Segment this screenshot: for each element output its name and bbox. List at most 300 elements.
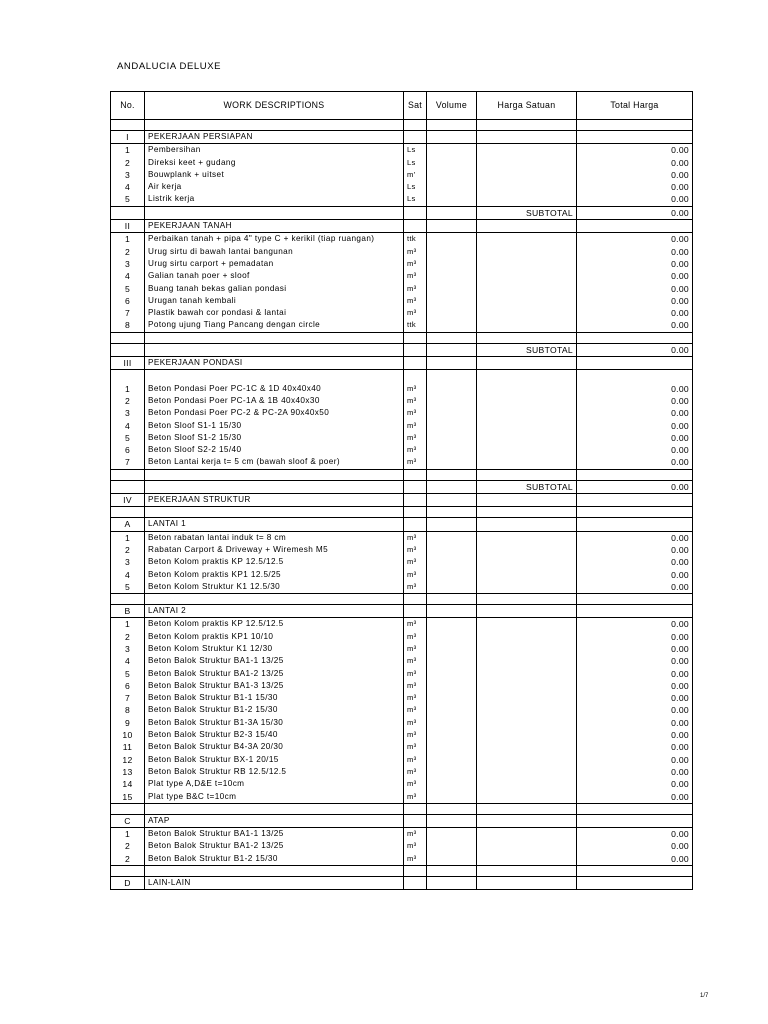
table-row — [111, 307, 693, 319]
item-harga-satuan — [477, 778, 577, 790]
table-row — [111, 853, 693, 866]
item-unit: m³ — [404, 840, 427, 852]
table-row — [111, 181, 693, 193]
item-unit: m³ — [404, 704, 427, 716]
item-description: Beton Kolom praktis KP 12.5/12.5 — [145, 618, 404, 631]
item-harga-satuan — [477, 420, 577, 432]
section-title: LANTAI 2 — [145, 605, 404, 618]
cell-volume — [427, 866, 477, 877]
item-description: Beton Sloof S1-2 15/30 — [145, 432, 404, 444]
item-total-harga: 0.00 — [577, 258, 693, 270]
item-description: Potong ujung Tiang Pancang dengan circle — [145, 319, 404, 332]
item-harga-satuan — [477, 853, 577, 866]
spacer-row — [111, 803, 693, 814]
section-number: II — [111, 220, 145, 233]
cell-no — [111, 469, 145, 480]
item-volume — [427, 853, 477, 866]
section-header-row — [111, 220, 693, 233]
cell-volume — [427, 605, 477, 618]
cell-harga-satuan — [477, 877, 577, 890]
item-total-harga: 0.00 — [577, 383, 693, 395]
section-header-row — [111, 494, 693, 507]
item-volume — [427, 169, 477, 181]
item-harga-satuan — [477, 556, 577, 568]
cell-sat — [404, 480, 427, 493]
table-row — [111, 766, 693, 778]
item-harga-satuan — [477, 840, 577, 852]
item-total-harga: 0.00 — [577, 246, 693, 258]
item-volume — [427, 717, 477, 729]
item-total-harga: 0.00 — [577, 233, 693, 246]
cell-harga-satuan — [477, 357, 577, 370]
item-total-harga: 0.00 — [577, 569, 693, 581]
item-number: 8 — [111, 704, 145, 716]
item-number: 4 — [111, 569, 145, 581]
cell-sat — [404, 131, 427, 144]
item-unit: m³ — [404, 680, 427, 692]
spacer-row — [111, 332, 693, 343]
item-harga-satuan — [477, 407, 577, 419]
cell-harga-satuan — [477, 494, 577, 507]
item-unit: m³ — [404, 383, 427, 395]
subtotal-amount: 0.00 — [577, 343, 693, 356]
item-volume — [427, 840, 477, 852]
item-total-harga: 0.00 — [577, 643, 693, 655]
table-row — [111, 407, 693, 419]
cell-no — [111, 480, 145, 493]
cell-sat — [404, 343, 427, 356]
item-unit: m³ — [404, 407, 427, 419]
section-number: IV — [111, 494, 145, 507]
item-number: 5 — [111, 432, 145, 444]
table-row — [111, 432, 693, 444]
item-volume — [427, 729, 477, 741]
item-harga-satuan — [477, 307, 577, 319]
item-harga-satuan — [477, 395, 577, 407]
item-total-harga: 0.00 — [577, 395, 693, 407]
cell-volume — [427, 120, 477, 131]
section-title: LAIN-LAIN — [145, 877, 404, 890]
subtotal-label: SUBTOTAL — [477, 206, 577, 219]
cell-desc — [145, 480, 404, 493]
item-harga-satuan — [477, 581, 577, 594]
item-unit: m³ — [404, 766, 427, 778]
cell-sat — [404, 814, 427, 827]
item-unit: m³ — [404, 556, 427, 568]
table-row — [111, 157, 693, 169]
item-total-harga: 0.00 — [577, 456, 693, 469]
item-harga-satuan — [477, 246, 577, 258]
table-row — [111, 668, 693, 680]
cell-desc — [145, 206, 404, 219]
item-volume — [427, 270, 477, 282]
table-row — [111, 778, 693, 790]
item-volume — [427, 531, 477, 544]
item-total-harga: 0.00 — [577, 144, 693, 157]
table-row — [111, 569, 693, 581]
cell-harga-satuan — [477, 469, 577, 480]
cell-total — [577, 594, 693, 605]
item-volume — [427, 680, 477, 692]
cell-no — [111, 803, 145, 814]
item-harga-satuan — [477, 157, 577, 169]
cell-total — [577, 866, 693, 877]
spacer-row — [111, 507, 693, 518]
table-row — [111, 754, 693, 766]
cell-no — [111, 866, 145, 877]
item-volume — [427, 581, 477, 594]
item-unit: m³ — [404, 270, 427, 282]
item-description: Plat type A,D&E t=10cm — [145, 778, 404, 790]
table-row — [111, 655, 693, 667]
item-harga-satuan — [477, 270, 577, 282]
cell-no — [111, 120, 145, 131]
item-total-harga: 0.00 — [577, 741, 693, 753]
spacer-row — [111, 370, 693, 383]
item-harga-satuan — [477, 791, 577, 804]
item-harga-satuan — [477, 258, 577, 270]
cell-sat — [404, 877, 427, 890]
item-description: Perbaikan tanah + pipa 4" type C + kerikil (tiap ruangan) — [145, 233, 404, 246]
item-volume — [427, 395, 477, 407]
item-total-harga: 0.00 — [577, 692, 693, 704]
item-total-harga: 0.00 — [577, 704, 693, 716]
cell-no — [111, 206, 145, 219]
cell-sat — [404, 120, 427, 131]
item-number: 2 — [111, 157, 145, 169]
item-description: Beton Kolom praktis KP1 12.5/25 — [145, 569, 404, 581]
item-total-harga: 0.00 — [577, 581, 693, 594]
cell-no — [111, 332, 145, 343]
item-total-harga: 0.00 — [577, 655, 693, 667]
item-total-harga: 0.00 — [577, 778, 693, 790]
cell-desc — [145, 332, 404, 343]
item-total-harga: 0.00 — [577, 631, 693, 643]
item-harga-satuan — [477, 432, 577, 444]
item-description: Beton Balok Struktur B1-1 15/30 — [145, 692, 404, 704]
table-row — [111, 692, 693, 704]
section-header-row — [111, 877, 693, 890]
item-number: 1 — [111, 383, 145, 395]
item-number: 1 — [111, 618, 145, 631]
item-harga-satuan — [477, 631, 577, 643]
cell-no — [111, 343, 145, 356]
cell-harga-satuan — [477, 803, 577, 814]
item-total-harga: 0.00 — [577, 717, 693, 729]
item-total-harga: 0.00 — [577, 169, 693, 181]
item-number: 6 — [111, 295, 145, 307]
item-unit: m³ — [404, 420, 427, 432]
cell-volume — [427, 518, 477, 531]
item-volume — [427, 307, 477, 319]
table-row — [111, 618, 693, 631]
table-row — [111, 395, 693, 407]
item-unit: m³ — [404, 295, 427, 307]
section-header-row — [111, 357, 693, 370]
cell-total — [577, 605, 693, 618]
table-row — [111, 717, 693, 729]
item-volume — [427, 246, 477, 258]
item-harga-satuan — [477, 444, 577, 456]
item-description: Pembersihan — [145, 144, 404, 157]
cell-sat — [404, 220, 427, 233]
table-row — [111, 729, 693, 741]
table-row — [111, 258, 693, 270]
cell-volume — [427, 332, 477, 343]
item-harga-satuan — [477, 668, 577, 680]
item-total-harga: 0.00 — [577, 729, 693, 741]
item-unit: ttk — [404, 233, 427, 246]
section-title: PEKERJAAN TANAH — [145, 220, 404, 233]
item-description: Beton rabatan lantai induk t= 8 cm — [145, 531, 404, 544]
subtotal-amount: 0.00 — [577, 206, 693, 219]
item-number: 7 — [111, 307, 145, 319]
item-description: Beton Sloof S1-1 15/30 — [145, 420, 404, 432]
item-number: 2 — [111, 840, 145, 852]
table-row — [111, 828, 693, 841]
item-harga-satuan — [477, 618, 577, 631]
item-unit: m³ — [404, 258, 427, 270]
item-number: 3 — [111, 556, 145, 568]
item-number: 4 — [111, 181, 145, 193]
item-volume — [427, 704, 477, 716]
item-total-harga: 0.00 — [577, 680, 693, 692]
item-total-harga: 0.00 — [577, 283, 693, 295]
header-harga-satuan: Harga Satuan — [477, 92, 577, 120]
header-volume: Volume — [427, 92, 477, 120]
item-number: 3 — [111, 258, 145, 270]
item-number: 8 — [111, 319, 145, 332]
item-volume — [427, 444, 477, 456]
table-row — [111, 319, 693, 332]
item-number: 3 — [111, 407, 145, 419]
header-no: No. — [111, 92, 145, 120]
item-volume — [427, 258, 477, 270]
item-number: 2 — [111, 544, 145, 556]
item-total-harga: 0.00 — [577, 270, 693, 282]
item-volume — [427, 766, 477, 778]
item-volume — [427, 233, 477, 246]
item-total-harga: 0.00 — [577, 668, 693, 680]
item-total-harga: 0.00 — [577, 853, 693, 866]
item-volume — [427, 193, 477, 206]
item-number: 7 — [111, 456, 145, 469]
item-unit: m³ — [404, 307, 427, 319]
table-row — [111, 704, 693, 716]
item-total-harga: 0.00 — [577, 193, 693, 206]
item-volume — [427, 181, 477, 193]
table-row — [111, 193, 693, 206]
item-total-harga: 0.00 — [577, 319, 693, 332]
subtotal-amount: 0.00 — [577, 480, 693, 493]
item-harga-satuan — [477, 680, 577, 692]
item-number: 6 — [111, 680, 145, 692]
item-number: 1 — [111, 531, 145, 544]
item-number: 3 — [111, 643, 145, 655]
item-unit: m³ — [404, 643, 427, 655]
item-harga-satuan — [477, 283, 577, 295]
table-row — [111, 270, 693, 282]
section-title: PEKERJAAN PONDASI — [145, 357, 404, 370]
subtotal-row — [111, 206, 693, 219]
cell-volume — [427, 131, 477, 144]
table-row — [111, 295, 693, 307]
cell-harga-satuan — [477, 594, 577, 605]
cell-sat — [404, 469, 427, 480]
section-title: PEKERJAAN STRUKTUR — [145, 494, 404, 507]
cell-volume — [427, 370, 477, 383]
item-volume — [427, 655, 477, 667]
cell-volume — [427, 814, 477, 827]
cell-sat — [404, 605, 427, 618]
table-row — [111, 680, 693, 692]
item-unit: m³ — [404, 531, 427, 544]
item-unit: m' — [404, 169, 427, 181]
item-volume — [427, 828, 477, 841]
item-description: Beton Balok Struktur BA1-2 13/25 — [145, 668, 404, 680]
item-total-harga: 0.00 — [577, 544, 693, 556]
item-total-harga: 0.00 — [577, 420, 693, 432]
item-harga-satuan — [477, 741, 577, 753]
cell-total — [577, 494, 693, 507]
cell-volume — [427, 507, 477, 518]
cell-volume — [427, 594, 477, 605]
table-row — [111, 456, 693, 469]
spacer-row — [111, 866, 693, 877]
cell-total — [577, 803, 693, 814]
cell-volume — [427, 480, 477, 493]
item-harga-satuan — [477, 544, 577, 556]
item-description: Buang tanah bekas galian pondasi — [145, 283, 404, 295]
item-description: Plastik bawah cor pondasi & lantai — [145, 307, 404, 319]
item-description: Beton Balok Struktur BA1-2 13/25 — [145, 840, 404, 852]
cell-total — [577, 332, 693, 343]
item-unit: m³ — [404, 395, 427, 407]
item-total-harga: 0.00 — [577, 766, 693, 778]
section-number: I — [111, 131, 145, 144]
item-number: 11 — [111, 741, 145, 753]
cell-total — [577, 469, 693, 480]
spacer-row — [111, 120, 693, 131]
item-total-harga: 0.00 — [577, 307, 693, 319]
cell-total — [577, 131, 693, 144]
item-volume — [427, 631, 477, 643]
item-description: Beton Balok Struktur B2-3 15/40 — [145, 729, 404, 741]
item-harga-satuan — [477, 754, 577, 766]
item-description: Beton Balok Struktur BA1-1 13/25 — [145, 655, 404, 667]
item-description: Beton Balok Struktur BX-1 20/15 — [145, 754, 404, 766]
item-unit: m³ — [404, 717, 427, 729]
cell-sat — [404, 206, 427, 219]
cell-harga-satuan — [477, 507, 577, 518]
item-description: Beton Sloof S2-2 15/40 — [145, 444, 404, 456]
table-row — [111, 246, 693, 258]
item-unit: Ls — [404, 144, 427, 157]
item-total-harga: 0.00 — [577, 157, 693, 169]
item-description: Listrik kerja — [145, 193, 404, 206]
section-number: C — [111, 814, 145, 827]
item-harga-satuan — [477, 643, 577, 655]
item-total-harga: 0.00 — [577, 618, 693, 631]
table-header-row — [111, 92, 693, 120]
spacer-row — [111, 594, 693, 605]
item-volume — [427, 420, 477, 432]
table-row — [111, 643, 693, 655]
item-volume — [427, 319, 477, 332]
cell-no — [111, 370, 145, 383]
item-unit: m³ — [404, 631, 427, 643]
item-harga-satuan — [477, 531, 577, 544]
item-volume — [427, 144, 477, 157]
item-unit: m³ — [404, 828, 427, 841]
item-number: 2 — [111, 246, 145, 258]
cell-volume — [427, 206, 477, 219]
subtotal-row — [111, 343, 693, 356]
header-total-harga: Total Harga — [577, 92, 693, 120]
item-unit: m³ — [404, 778, 427, 790]
table-body — [111, 120, 693, 890]
item-total-harga: 0.00 — [577, 181, 693, 193]
table-row — [111, 840, 693, 852]
item-description: Beton Pondasi Poer PC-2 & PC-2A 90x40x50 — [145, 407, 404, 419]
cell-volume — [427, 494, 477, 507]
item-volume — [427, 618, 477, 631]
table-row — [111, 233, 693, 246]
item-number: 12 — [111, 754, 145, 766]
item-description: Beton Balok Struktur B1-2 15/30 — [145, 704, 404, 716]
cell-volume — [427, 343, 477, 356]
subtotal-label: SUBTOTAL — [477, 480, 577, 493]
item-total-harga: 0.00 — [577, 531, 693, 544]
item-description: Bouwplank + uitset — [145, 169, 404, 181]
cell-total — [577, 814, 693, 827]
item-total-harga: 0.00 — [577, 444, 693, 456]
item-description: Beton Balok Struktur B1-3A 15/30 — [145, 717, 404, 729]
cell-harga-satuan — [477, 131, 577, 144]
item-volume — [427, 668, 477, 680]
item-harga-satuan — [477, 729, 577, 741]
item-unit: m³ — [404, 283, 427, 295]
item-volume — [427, 407, 477, 419]
item-volume — [427, 754, 477, 766]
document-title: ANDALUCIA DELUXE — [117, 61, 222, 72]
item-unit: m³ — [404, 853, 427, 866]
item-total-harga: 0.00 — [577, 295, 693, 307]
cell-sat — [404, 370, 427, 383]
cell-desc — [145, 803, 404, 814]
item-number: 10 — [111, 729, 145, 741]
item-volume — [427, 778, 477, 790]
cell-volume — [427, 469, 477, 480]
item-number: 13 — [111, 766, 145, 778]
cell-sat — [404, 594, 427, 605]
item-number: 7 — [111, 692, 145, 704]
item-total-harga: 0.00 — [577, 556, 693, 568]
item-harga-satuan — [477, 655, 577, 667]
item-number: 9 — [111, 717, 145, 729]
table-row — [111, 556, 693, 568]
item-description: Beton Kolom praktis KP 12.5/12.5 — [145, 556, 404, 568]
item-description: Direksi keet + gudang — [145, 157, 404, 169]
item-number: 14 — [111, 778, 145, 790]
item-unit: m³ — [404, 668, 427, 680]
item-harga-satuan — [477, 717, 577, 729]
item-harga-satuan — [477, 766, 577, 778]
item-number: 2 — [111, 631, 145, 643]
cell-desc — [145, 594, 404, 605]
item-description: Air kerja — [145, 181, 404, 193]
cell-desc — [145, 469, 404, 480]
